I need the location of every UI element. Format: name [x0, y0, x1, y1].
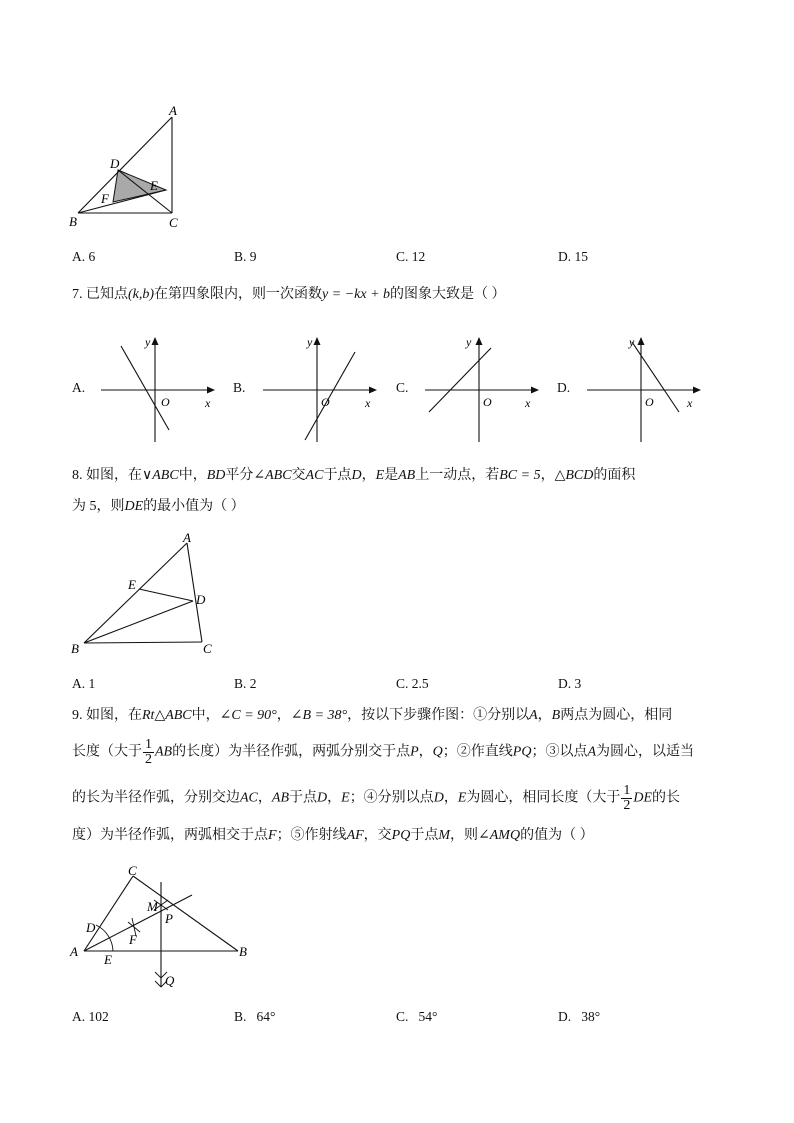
q8-figure: [66, 528, 226, 660]
label-D: D: [86, 920, 96, 935]
label-A: A: [183, 530, 191, 545]
q8-option-b[interactable]: B. 2: [234, 676, 257, 691]
label-B: B: [239, 944, 247, 959]
svg-text:y: y: [466, 335, 472, 349]
q9-stem-line2: 长度（大于 $\frac{1}{2}$ AB的长度）为半径作弧，两弧分别交于点P，Q；②作直线PQ；③以点A为圆心，以适当: [72, 737, 695, 767]
q7-stem: 7. 已知点(k,b)在第四象限内，则一次函数y = −kx + b的图象大致是（ ）: [72, 287, 506, 302]
q6-option-c[interactable]: C. 12: [396, 249, 426, 264]
q8-option-a[interactable]: A. 1: [72, 676, 96, 691]
q7-graph-d-label[interactable]: D.: [557, 380, 571, 395]
q9-option-a[interactable]: A. 102: [72, 1009, 109, 1024]
q7-graph-c-label[interactable]: C.: [396, 380, 409, 395]
q9-option-b[interactable]: B. 64°: [234, 1009, 276, 1024]
q8-option-d[interactable]: D. 3: [558, 676, 582, 691]
svg-text:O: O: [161, 395, 170, 409]
label-E: E: [150, 178, 158, 193]
label-B: B: [71, 641, 79, 656]
svg-text:O: O: [645, 395, 654, 409]
label-E: E: [104, 952, 112, 967]
label-C: C: [169, 215, 178, 230]
svg-text:x: x: [525, 396, 531, 410]
label-C: C: [203, 641, 212, 656]
q6-option-d[interactable]: D. 15: [558, 249, 588, 264]
svg-text:y: y: [307, 335, 313, 349]
q6-option-a[interactable]: A. 6: [72, 249, 96, 264]
q9-stem-line4: 度）为半径作弧，两弧相交于点F；⑤作射线AF，交PQ于点M，则∠AMQ的值为（ ）: [72, 828, 594, 843]
q9-stem-line1: 9. 如图，在Rt△ABC中，∠C = 90°，∠B = 38°，按以下步骤作图：①分别以A，B两点为圆心，相同: [72, 708, 673, 723]
svg-text:O: O: [321, 395, 330, 409]
q7-graph-c[interactable]: [419, 330, 544, 445]
label-F: F: [129, 932, 137, 947]
label-D: D: [196, 592, 206, 607]
q9-stem-line3: 的长为半径作弧，分别交边AC，AB于点D，E；④分别以点D，E为圆心，相同长度（大于 $\frac{1}{2}$ DE的长: [72, 783, 681, 813]
svg-text:x: x: [205, 396, 211, 410]
label-A: A: [169, 103, 177, 118]
svg-text:x: x: [687, 396, 693, 410]
label-Q: Q: [165, 973, 175, 988]
q6-figure: [66, 100, 196, 235]
q7-graph-a-label[interactable]: A.: [72, 380, 86, 395]
svg-text:x: x: [365, 396, 371, 410]
q8-option-c[interactable]: C. 2.5: [396, 676, 429, 691]
q9-option-c[interactable]: C. 54°: [396, 1009, 438, 1024]
q8-stem-line1: 8. 如图，在∨ABC中，BD平分∠ABC交AC于点D，E是AB上一动点，若BC = 5，△BCD的面积: [72, 468, 636, 483]
q7-graph-b[interactable]: [257, 330, 382, 445]
label-B: B: [69, 214, 77, 229]
label-F: F: [101, 191, 109, 206]
q9-figure: [66, 860, 266, 995]
label-D: D: [110, 156, 120, 171]
label-M: M: [147, 899, 158, 914]
q9-option-d[interactable]: D. 38°: [558, 1009, 601, 1024]
q8-stem-line2: 为 5，则DE的最小值为（ ）: [72, 499, 245, 514]
label-P: P: [165, 911, 173, 926]
q6-option-b[interactable]: B. 9: [234, 249, 257, 264]
svg-text:y: y: [145, 335, 151, 349]
svg-text:y: y: [629, 335, 635, 349]
label-C: C: [128, 863, 137, 878]
label-A: A: [70, 944, 78, 959]
svg-text:O: O: [483, 395, 492, 409]
q7-graph-b-label[interactable]: B.: [233, 380, 246, 395]
q7-graph-d[interactable]: [581, 330, 706, 445]
label-E: E: [128, 577, 136, 592]
q7-graph-a[interactable]: [95, 330, 220, 445]
